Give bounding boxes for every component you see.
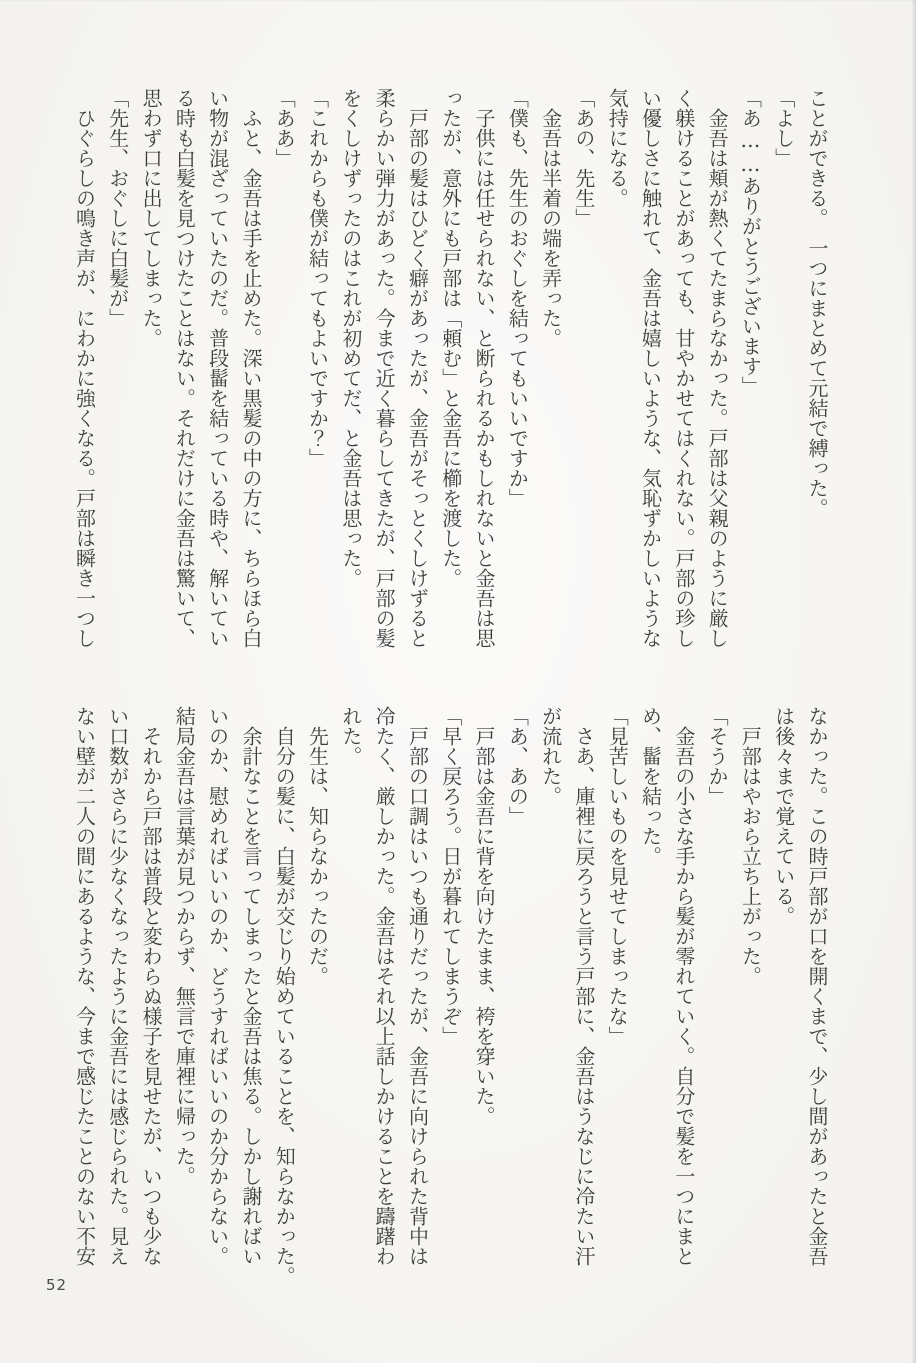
text-column: 「これからも僕が結ってもよいですか？」 [305, 88, 330, 468]
text-column: 「よし」 [771, 88, 796, 168]
text-column: 「あの、先生」 [571, 88, 596, 228]
text-column: 思わず口に出してしまった。 [139, 88, 164, 348]
text-column: 「僕も、先生のおぐしを結ってもいいですか」 [505, 88, 530, 508]
text-column: 「あ、あの」 [505, 706, 530, 826]
text-column: 柔らかい弾力があった。今まで近く暮らしてきたが、戸部の髪 [372, 88, 397, 648]
text-column: が流れた。 [538, 706, 563, 806]
text-column: 冷たく、厳しかった。金吾はそれ以上話しかけることを躊躇わ [372, 706, 397, 1266]
text-column: なかった。この時戸部が口を開くまで、少し間があったと金吾 [805, 706, 829, 1266]
lower-text-band [67, 706, 833, 1286]
text-column: 「先生、おぐしに白髪が」 [105, 88, 130, 328]
text-column: をくしけずったのはこれが初めてだ、と金吾は思った。 [338, 88, 363, 588]
text-column: 気持になる。 [605, 88, 630, 208]
text-column: く躾けることがあっても、甘やかせてはくれない。戸部の珍し [671, 88, 696, 648]
text-column: 「ああ」 [272, 88, 297, 168]
text-column: 金吾は半着の端を弄った。 [538, 88, 563, 348]
text-column: 戸部は金吾に背を向けたまま、袴を穿いた。 [472, 706, 497, 1126]
text-column: 自分の髪に、白髪が交じり始めていることを、知らなかった。 [272, 706, 297, 1286]
text-column: 戸部の髪はひどく癖があったが、金吾がそっとくしけずると [405, 88, 430, 648]
text-column: ふと、金吾は手を止めた。深い黒髪の中の方に、ちらほら白 [238, 88, 263, 648]
text-column: 余計なことを言ってしまったと金吾は焦る。しかし謝ればい [238, 706, 263, 1266]
text-column: 「見苦しいものを見せてしまったな」 [605, 706, 630, 1046]
text-column: 先生は、知らなかったのだ。 [305, 706, 330, 986]
text-column: 戸部の口調はいつも通りだったが、金吾に向けられた背中は [405, 706, 430, 1266]
text-column: それから戸部は普段と変わらぬ様子を見せたが、いつも少な [139, 706, 164, 1266]
scan-edge-top [0, 0, 916, 2]
text-column: 金吾の小さな手から髪が零れていく。自分で髪を一つにまと [671, 706, 696, 1266]
text-column: 「あ……ありがとうございます」 [738, 88, 763, 396]
text-column: ったが、意外にも戸部は「頼む」と金吾に櫛を渡した。 [438, 88, 463, 588]
text-column: 「早く戻ろう。日が暮れてしまうぞ」 [438, 706, 463, 1046]
text-column: 金吾は頬が熱くてたまらなかった。戸部は父親のように厳し [705, 88, 730, 648]
text-column: 「そうか」 [705, 706, 730, 806]
text-column: ない壁が二人の間にあるような、今まで感じたことのない不安 [72, 706, 97, 1266]
text-column: ことができる。 一つにまとめて元結で縛った。 [805, 88, 829, 518]
text-column: る時も白髪を見つけたことはない。それだけに金吾は驚いて、 [172, 88, 197, 648]
upper-text-band [67, 88, 833, 650]
text-column: い口数がさらに少なくなったように金吾には感じられた。見え [105, 706, 130, 1266]
text-column: め、髷を結った。 [638, 706, 663, 866]
text-column: れた。 [338, 706, 363, 766]
text-column: は後々まで覚えている。 [771, 706, 796, 926]
page-number: 52 [46, 1276, 68, 1294]
text-column: さあ、庫裡に戻ろうと言う戸部に、金吾はうなじに冷たい汗 [571, 706, 596, 1266]
scan-edge-right [911, 0, 916, 1363]
text-column: い優しさに触れて、金吾は嬉しいような、気恥ずかしいような [638, 88, 663, 648]
text-column: いのか、慰めればいいのか、どうすればいいのか分からない。 [205, 706, 230, 1266]
text-column: 子供には任せられない、と断られるかもしれないと金吾は思 [472, 88, 497, 648]
text-column: い物が混ざっていたのだ。普段髷を結っている時や、解いてい [205, 88, 230, 648]
text-column: 戸部はやおら立ち上がった。 [738, 706, 763, 986]
text-column: 結局金吾は言葉が見つからず、無言で庫裡に帰った。 [172, 706, 197, 1186]
text-column: ひぐらしの鳴き声が、にわかに強くなる。戸部は瞬き一つし [72, 88, 97, 648]
